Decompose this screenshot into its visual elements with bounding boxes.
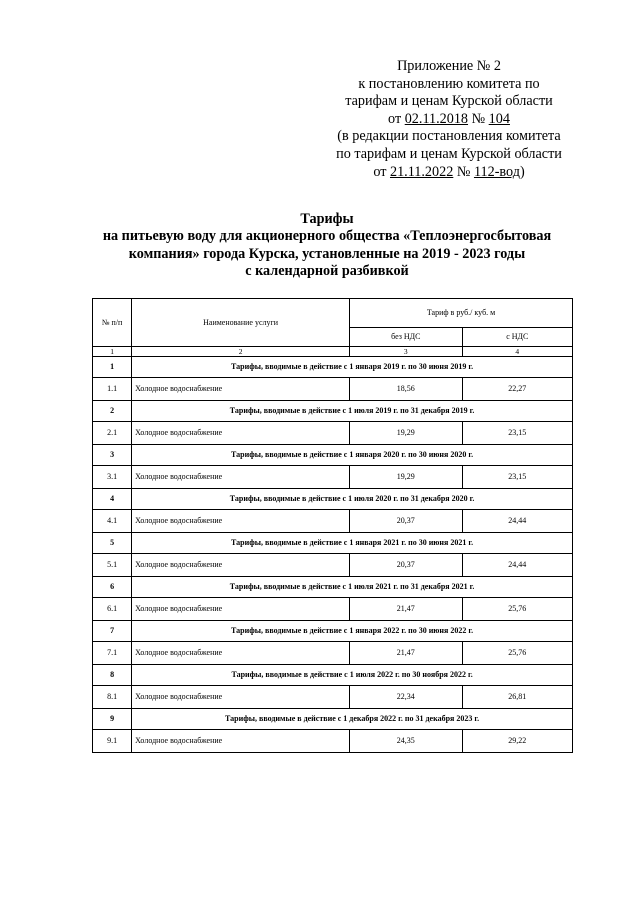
tariff-without-vat: 21,47 [350,642,462,665]
period-number: 4 [93,489,132,510]
tariff-without-vat: 21,47 [350,598,462,621]
tariff-with-vat: 29,22 [462,730,572,753]
decree-number: 104 [488,110,510,127]
period-number: 8 [93,665,132,686]
service-name: Холодное водоснабжение [132,730,350,753]
period-row [93,445,573,466]
period-row [93,621,573,642]
column-number-1: 1 [93,347,132,357]
period-title: Тарифы, вводимые в действие с 1 января 2019 г. по 30 июня 2019 г. [132,357,573,378]
period-number: 5 [93,533,132,554]
table-row [93,510,573,533]
period-title: Тарифы, вводимые в действие с 1 января 2021 г. по 30 июня 2021 г. [132,533,573,554]
header-tariff: Тариф в руб./ куб. м [350,299,573,328]
appendix-line-3: тарифам и ценам Курской области [345,93,553,110]
period-number: 1 [93,357,132,378]
table-row [93,598,573,621]
tariff-with-vat: 24,44 [462,554,572,577]
appendix-line-2: к постановлению комитета по [358,75,540,92]
service-name: Холодное водоснабжение [132,642,350,665]
period-row [93,489,573,510]
appendix-line-4 [322,111,576,129]
header-with-vat: с НДС [462,328,572,347]
appendix-line-6: по тарифам и ценам Курской области [336,145,562,162]
tariff-without-vat: 18,56 [350,378,462,401]
table-row [93,466,573,489]
period-title: Тарифы, вводимые в действие с 1 января 2020 г. по 30 июня 2020 г. [132,445,573,466]
revision-number-label: № [453,163,474,180]
service-name: Холодное водоснабжение [132,686,350,709]
title-line-3: компания» города Курска, установленные на 2019 - 2023 годы [128,245,526,262]
tariff-without-vat: 19,29 [350,466,462,489]
decree-date: 02.11.2018 [404,110,469,127]
appendix-from-label: от [388,110,405,127]
decree-number-label: № [468,110,489,127]
period-title: Тарифы, вводимые в действие с 1 января 2022 г. по 30 июня 2022 г. [132,621,573,642]
title-line-4: с календарной разбивкой [245,263,409,280]
period-number: 9 [93,709,132,730]
period-title: Тарифы, вводимые в действие с 1 июля 2019 г. по 31 декабря 2019 г. [132,401,573,422]
period-title: Тарифы, вводимые в действие с 1 июля 2020 г. по 31 декабря 2020 г. [132,489,573,510]
table-row [93,554,573,577]
period-row [93,709,573,730]
service-name: Холодное водоснабжение [132,554,350,577]
item-number: 8.1 [93,686,132,709]
title-line-1: Тарифы [300,211,354,227]
column-number-4: 4 [462,347,572,357]
period-row [93,401,573,422]
table-row [93,378,573,401]
item-number: 3.1 [93,466,132,489]
table-row [93,422,573,445]
tariff-with-vat: 25,76 [462,642,572,665]
column-number-3: 3 [350,347,462,357]
service-name: Холодное водоснабжение [132,422,350,445]
tariff-without-vat: 22,34 [350,686,462,709]
period-number: 2 [93,401,132,422]
period-title: Тарифы, вводимые в действие с 1 декабря 2022 г. по 31 декабря 2023 г. [132,709,573,730]
item-number: 9.1 [93,730,132,753]
appendix-title: Приложение № 2 [397,58,501,74]
column-number-2: 2 [132,347,350,357]
period-title: Тарифы, вводимые в действие с 1 июля 2022 г. по 30 ноября 2022 г. [132,665,573,686]
tariff-with-vat: 22,27 [462,378,572,401]
document-title [40,211,614,281]
item-number: 2.1 [93,422,132,445]
period-number: 3 [93,445,132,466]
period-row [93,533,573,554]
tariff-with-vat: 24,44 [462,510,572,533]
tariff-table [92,298,573,753]
period-row [93,665,573,686]
service-name: Холодное водоснабжение [132,466,350,489]
revision-date: 21.11.2022 [389,163,454,180]
period-number: 6 [93,577,132,598]
item-number: 6.1 [93,598,132,621]
revision-number: 112-вод [473,163,520,180]
table-row [93,730,573,753]
tariff-without-vat: 19,29 [350,422,462,445]
service-name: Холодное водоснабжение [132,510,350,533]
appendix-line-7 [322,164,576,182]
revision-from-label: от [373,163,390,180]
table-row [93,686,573,709]
item-number: 5.1 [93,554,132,577]
header-without-vat: без НДС [350,328,462,347]
title-line-2: на питьевую воду для акционерного общества «Теплоэнергосбытовая [102,228,552,245]
header-num: № п/п [93,299,132,347]
tariff-with-vat: 25,76 [462,598,572,621]
period-number: 7 [93,621,132,642]
item-number: 4.1 [93,510,132,533]
tariff-without-vat: 20,37 [350,554,462,577]
item-number: 7.1 [93,642,132,665]
table-column-numbers-row [93,347,573,357]
table-header-row [93,299,573,328]
period-row [93,577,573,598]
revision-close-paren: ) [519,163,525,180]
tariff-with-vat: 23,15 [462,422,572,445]
period-title: Тарифы, вводимые в действие с 1 июля 2021 г. по 31 декабря 2021 г. [132,577,573,598]
service-name: Холодное водоснабжение [132,378,350,401]
service-name: Холодное водоснабжение [132,598,350,621]
tariff-with-vat: 23,15 [462,466,572,489]
tariff-without-vat: 20,37 [350,510,462,533]
tariff-with-vat: 26,81 [462,686,572,709]
item-number: 1.1 [93,378,132,401]
appendix-line-5: (в редакции постановления комитета [337,128,561,145]
appendix-block [322,58,576,181]
tariff-without-vat: 24,35 [350,730,462,753]
table-row [93,642,573,665]
header-service-name: Наименование услуги [132,299,350,347]
period-row [93,357,573,378]
